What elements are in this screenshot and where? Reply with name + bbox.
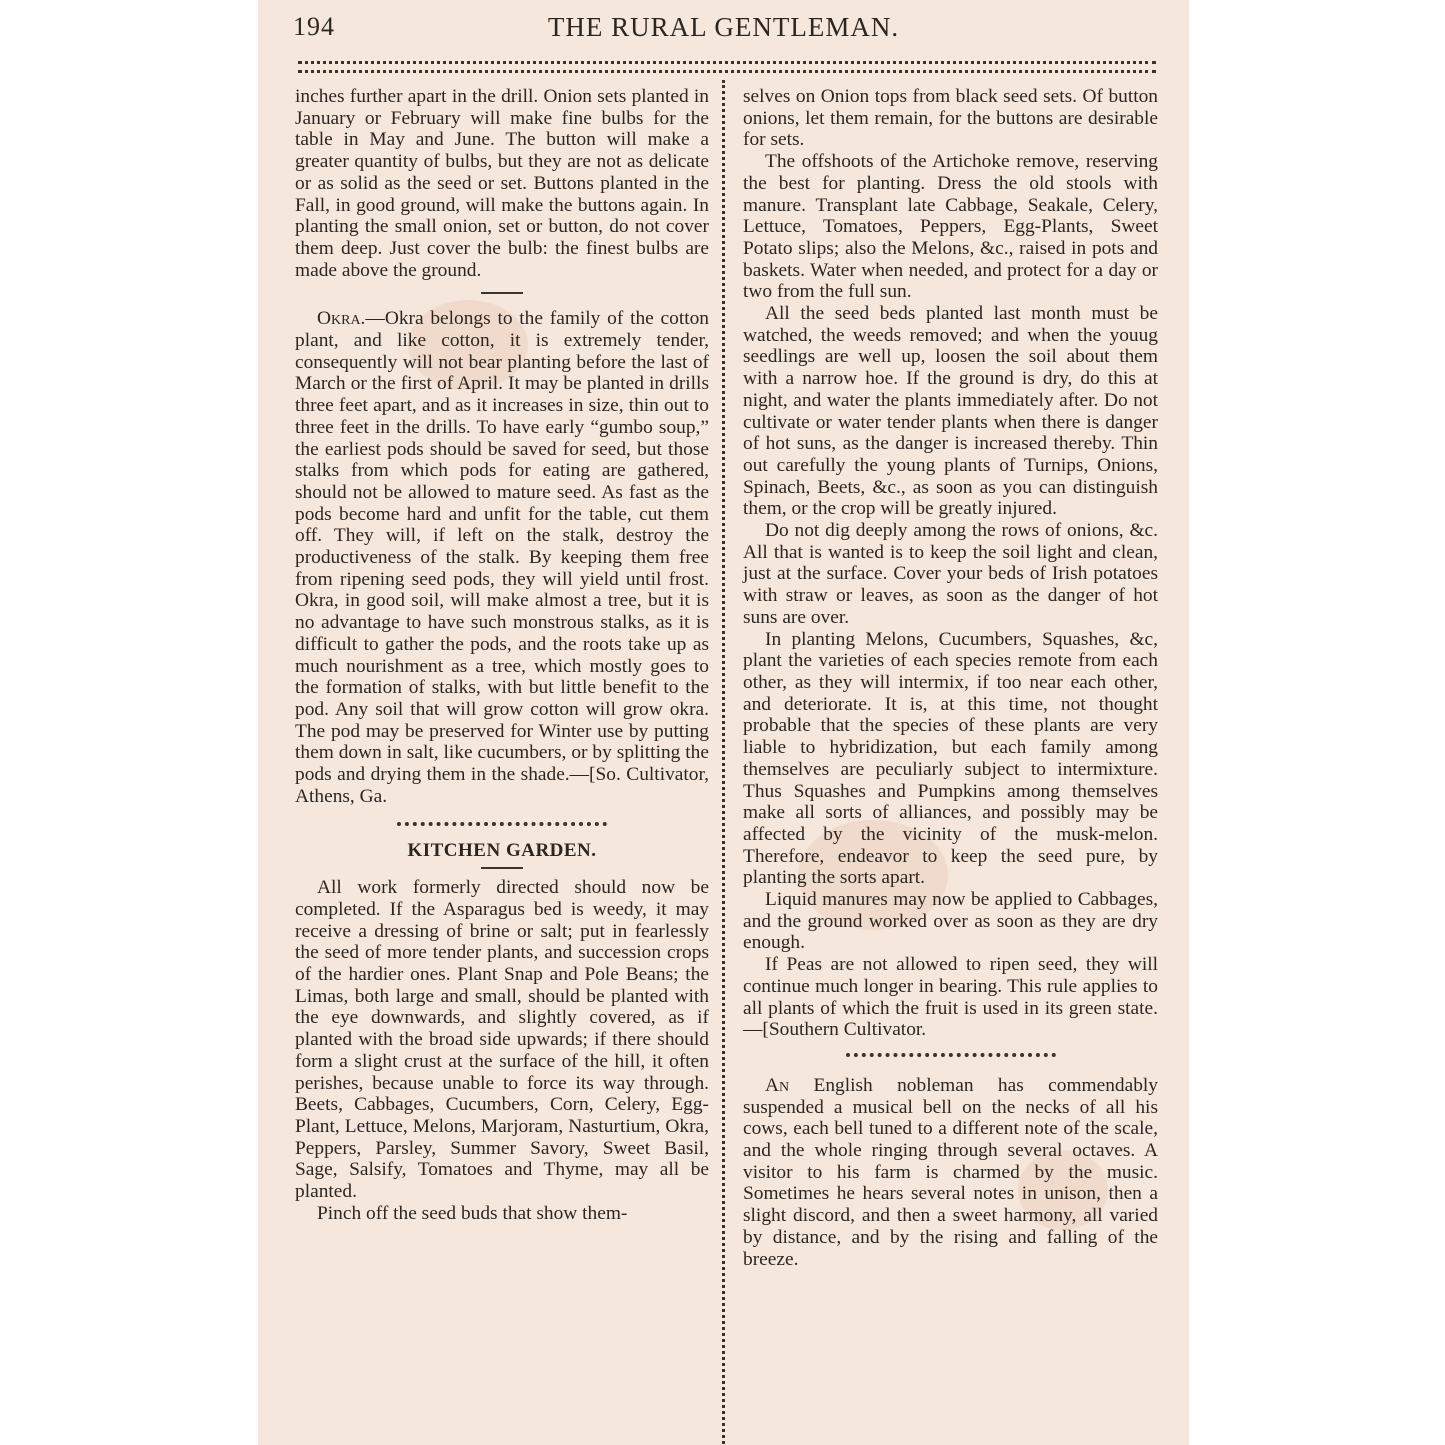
dotted-separator <box>397 822 607 826</box>
bell-paragraph <box>743 1075 1158 1270</box>
okra-lead: Okra. <box>317 308 366 330</box>
section-rule <box>481 292 523 294</box>
header-rule-bottom <box>298 70 1156 76</box>
bell-text: English nobleman has commendably suspended a musical bell on the necks of all his cows, each bell tuned to a different note of the scale, and the whole ringing through several octaves. A visitor to his farm is charmed by the music. Sometimes he hears several notes in unison, then a slight discord, and then a sweet harmony, all varied by distance, and by the rising and falling of the breeze. <box>743 1074 1158 1270</box>
okra-paragraph <box>295 308 709 807</box>
okra-text: —Okra belongs to the family of the cotton plant, and like cotton, it is extremely tender, consequently will not bear planting before the last of March or the first of April. It may be planted in drills three feet apart, and as it increases in size, thin out to three feet in the drills. To have early “gumbo soup,” the earliest pods should be saved for seed, but those stalks from which pods for eating are gathered, should not be allowed to mature seed. As fast as the pods become hard and unfit for the table, cut them off. They will, if left on the stalk, destroy the productiveness of the stalk. By keeping them free from ripening seed pods, they will yield until frost. Okra, in good soil, will make almost a tree, but it is no advantage to have such monstrous stalks, as it is difficult to gather the pods, and the roots take up as much nourishment as a tree, which mostly goes to the formation of stalks, with but little benefit to the pod. Any soil that will grow cotton will grow okra. The pod may be preserved for Winter use by putting them down in salt, like cucumbers, or by splitting the pods and drying them in the shade.—[So. Cultivator, Athens, Ga. <box>295 308 709 807</box>
header-rule-top <box>298 61 1156 67</box>
right-column <box>743 86 1158 1270</box>
title-rule <box>481 867 523 869</box>
page-header <box>258 8 1189 48</box>
column-divider <box>722 80 725 1445</box>
bell-lead: An <box>765 1074 790 1096</box>
kitchen-paragraph-continued: Pinch off the seed buds that show them- <box>317 1202 628 1224</box>
dotted-separator <box>846 1053 1056 1057</box>
liquid-manures-paragraph: Liquid manures may now be applied to Cabbages, and the ground worked over as soon as they are dry enough. <box>743 889 1158 954</box>
page-number: 194 <box>293 12 335 41</box>
onion-paragraph: inches further apart in the drill. Onion sets planted in January or February will make fine bulbs for the table in May and June. The button will make a greater quantity of bulbs, but they are not as delicate or as solid as the seed or set. Buttons planted in the Fall, in good ground, will make the buttons again. In planting the small onion, set or button, do not cover them deep. Just cover the bulb: the finest bulbs are made above the ground. <box>295 86 709 281</box>
melons-paragraph: In planting Melons, Cucumbers, Squashes, &c, plant the varieties of each species remote from each other, as they will intermix, if too near each other, and deteriorate. It is, at this time, not thought probable that the species of these plants are very liable to hybridization, but each family among themselves are peculiarly subject to intermixture. Thus Squashes and Pumpkins among themselves make all sorts of alliances, and possibly may be affected by the vicinity of the musk-melon. Therefore, endeavor to keep the seed pure, by planting the sorts apart. <box>743 628 1158 889</box>
dig-paragraph: Do not dig deeply among the rows of onions, &c. All that is wanted is to keep the soil light and clean, just at the surface. Cover your beds of Irish potatoes with straw or leaves, as soon as the danger of hot suns are over. <box>743 520 1158 628</box>
onion-tops-paragraph: selves on Onion tops from black seed sets. Of button onions, let them remain, for the buttons are desirable for sets. <box>743 86 1158 151</box>
left-column <box>295 86 709 1224</box>
journal-title: THE RURAL GENTLEMAN. <box>547 12 900 42</box>
artichoke-paragraph: The offshoots of the Artichoke remove, reserving the best for planting. Dress the old stools with manure. Transplant late Cabbage, Seakale, Celery, Lettuce, Tomatoes, Peppers, Egg-Plants, Sweet Potato slips; also the Melons, &c., raised in pots and baskets. Water when needed, and protect for a day or two from the full sun. <box>743 151 1158 303</box>
kitchen-paragraph: All work formerly directed should now be completed. If the Asparagus bed is weedy, it may receive a dressing of brine or salt; put in fearlessly the seed of more tender plants, and succession crops of the hardier ones. Plant Snap and Pole Beans; the Limas, both large and small, should be planted with the eye downwards, and slightly covered, as if planted with the broad side upwards; if there should form a slight crust at the surface of the hill, it often perishes, because unable to force its way through. Beets, Cabbages, Cucumbers, Corn, Celery, Egg-Plant, Lettuce, Melons, Marjoram, Nasturtium, Okra, Peppers, Parsley, Summer Savory, Sweet Basil, Sage, Salsify, Tomatoes and Thyme, may all be planted. <box>295 877 709 1203</box>
kitchen-garden-title: KITCHEN GARDEN. <box>407 839 597 861</box>
newspaper-page <box>258 0 1189 1445</box>
seed-beds-paragraph: All the seed beds planted last month must be watched, the weeds removed; and when the youug seedlings are well up, loosen the soil about them with a narrow hoe. If the ground is dry, do this at night, and water the plants immediately after. Do not cultivate or water tender plants when there is danger of hot suns, as the danger is increased thereby. Thin out carefully the young plants of Turnips, Onions, Spinach, Beets, &c., as soon as you can distinguish them, or the crop will be greatly injured. <box>743 303 1158 520</box>
peas-paragraph: If Peas are not allowed to ripen seed, they will continue much longer in bearing. This rule applies to all plants of which the fruit is used in its green state.—[Southern Cultivator. <box>743 954 1158 1041</box>
